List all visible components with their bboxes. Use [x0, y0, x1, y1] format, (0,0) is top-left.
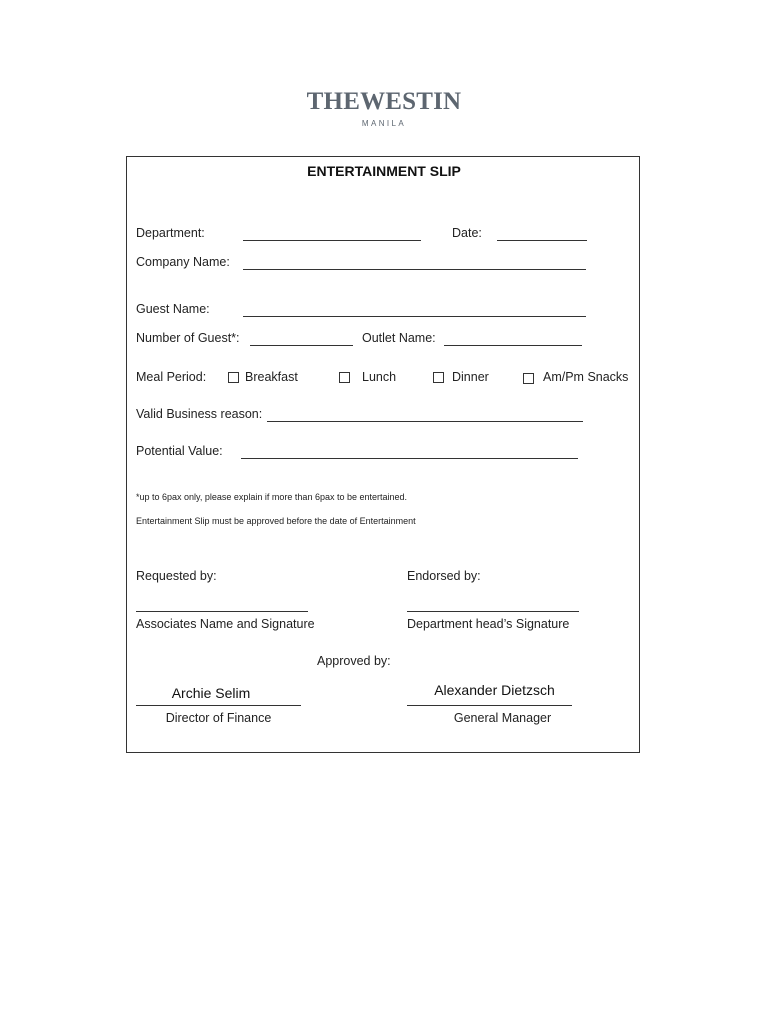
business-reason-field[interactable]	[267, 421, 583, 422]
snacks-checkbox[interactable]	[523, 373, 534, 384]
snacks-option-label: Am/Pm Snacks	[543, 370, 629, 384]
number-of-guest-label: Number of Guest*:	[136, 331, 240, 345]
date-field[interactable]	[497, 240, 587, 241]
endorsed-by-label: Endorsed by:	[407, 569, 481, 583]
lunch-checkbox[interactable]	[339, 372, 350, 383]
date-label: Date:	[452, 226, 482, 240]
guest-name-label: Guest Name:	[136, 302, 210, 316]
department-head-caption: Department head’s Signature	[407, 617, 570, 631]
potential-value-label: Potential Value:	[136, 444, 223, 458]
gm-signer-name: Alexander Dietzsch	[434, 682, 555, 698]
department-head-signature-line[interactable]	[407, 611, 579, 612]
lunch-option-label: Lunch	[362, 370, 397, 384]
meal-period-label: Meal Period:	[136, 370, 207, 384]
guest-limit-note: *up to 6pax only, please explain if more than 6pax to be entertained.	[136, 492, 408, 502]
dinner-checkbox[interactable]	[433, 372, 444, 383]
form-title: ENTERTAINMENT SLIP	[307, 163, 461, 179]
dinner-option-label: Dinner	[452, 370, 489, 384]
finance-caption: Director of Finance	[165, 711, 272, 725]
gm-caption: General Manager	[453, 711, 552, 725]
number-of-guest-field[interactable]	[250, 345, 353, 346]
requested-by-label: Requested by:	[136, 569, 217, 583]
department-field[interactable]	[243, 240, 421, 241]
outlet-name-field[interactable]	[444, 345, 582, 346]
westin-logo-location: MANILA	[361, 119, 407, 128]
approved-by-label: Approved by:	[317, 654, 391, 668]
gm-signature-line[interactable]	[407, 705, 572, 706]
breakfast-option-label: Breakfast	[245, 370, 298, 384]
finance-signature-line[interactable]	[136, 705, 301, 706]
breakfast-checkbox[interactable]	[228, 372, 239, 383]
company-name-field[interactable]	[243, 269, 586, 270]
guest-name-field[interactable]	[243, 316, 586, 317]
outlet-name-label: Outlet Name:	[362, 331, 436, 345]
associates-caption: Associates Name and Signature	[136, 617, 315, 631]
company-name-label: Company Name:	[136, 255, 230, 269]
business-reason-label: Valid Business reason:	[136, 407, 263, 421]
potential-value-field[interactable]	[241, 458, 578, 459]
associate-signature-line[interactable]	[136, 611, 308, 612]
finance-signer-name: Archie Selim	[171, 685, 251, 701]
department-label: Department:	[136, 226, 205, 240]
westin-logo: THEWESTIN	[306, 88, 462, 115]
approval-note: Entertainment Slip must be approved before the date of Entertainment	[136, 516, 416, 526]
